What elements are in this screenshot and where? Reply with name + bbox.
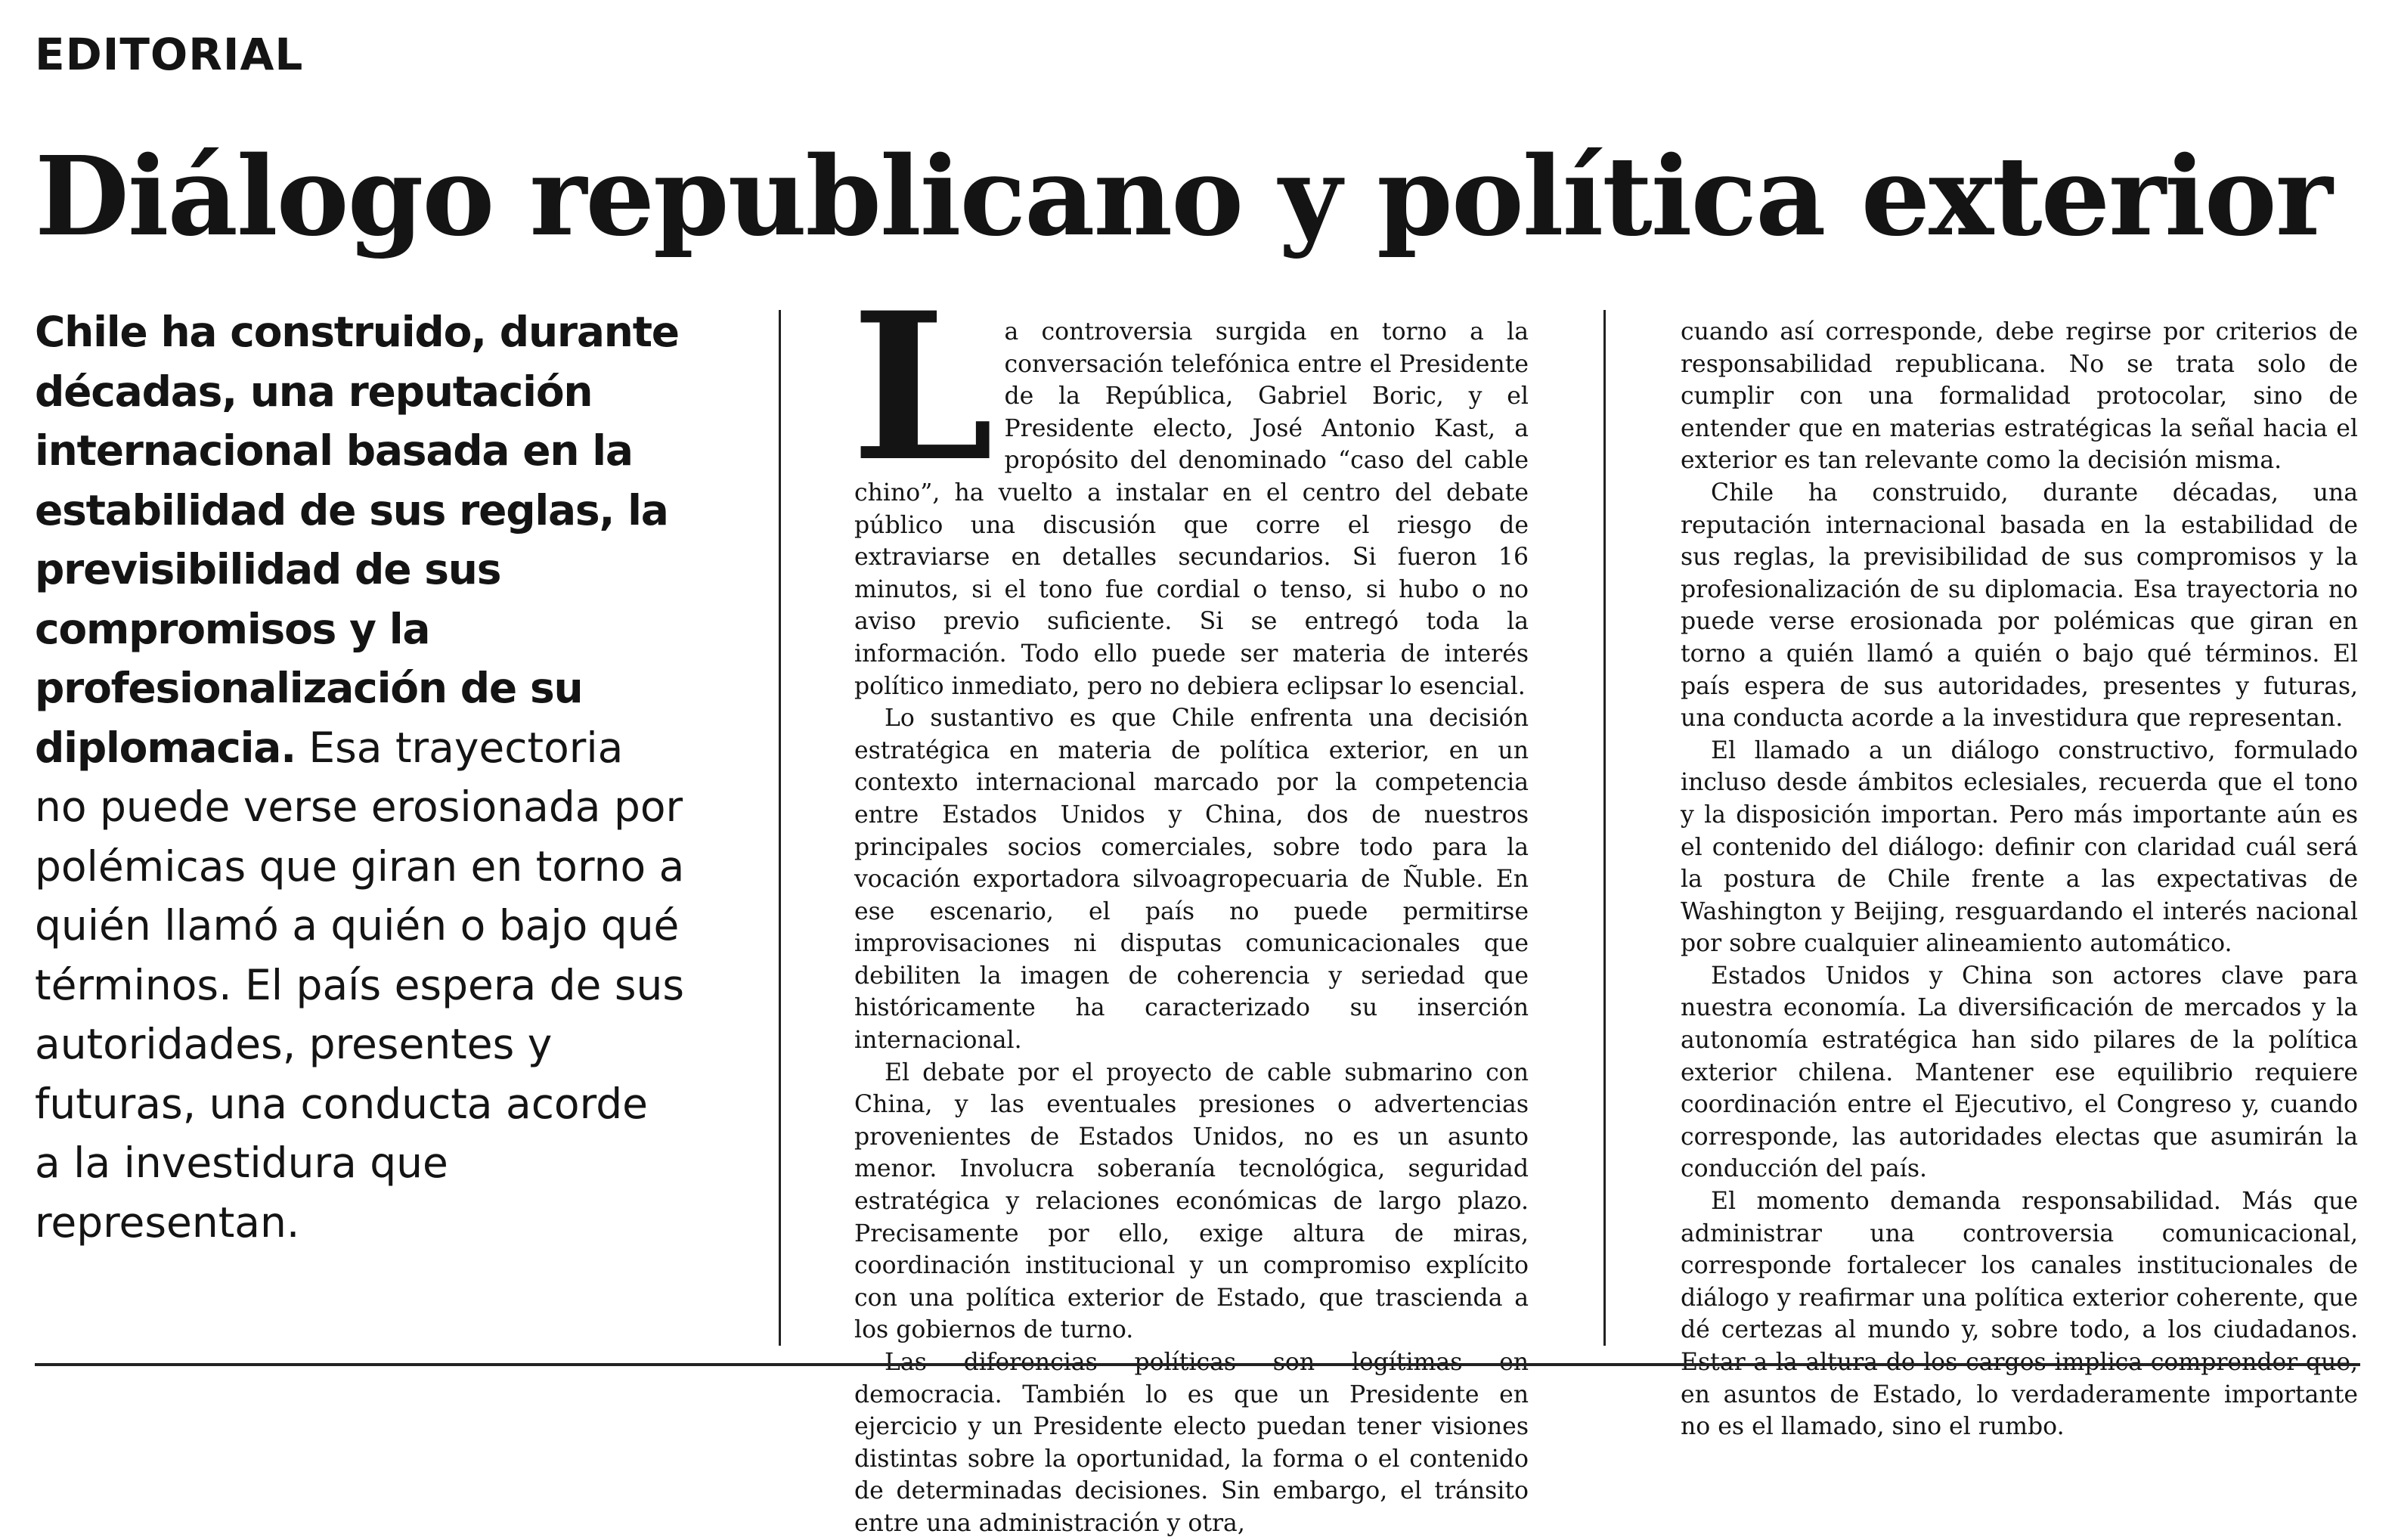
body-paragraph: El momento demanda responsabilidad. Más que administrar una controversia comunicacional, corresponde fortalecer los canales institucionales de diálogo y reafirmar una política exterior coherente, que dé certezas al mundo y, sobre todo, a los ciudadanos. Estar a la altura de los cargos implica comprender que, en asuntos de Estado, lo verdaderamente importante no es el llamado, sino el rumbo. (1681, 1188, 2358, 1441)
body-column-1 (851, 268, 1529, 1537)
lead-paragraph (35, 302, 685, 1252)
body-paragraph-text: a controversia surgida en torno a la conversación telefónica entre el Presidente de la República, Gabriel Boric, y el Presidente electo, José Antonio Kast, a propósito del denominado “caso del cable chino”, ha vuelto a instalar en el centro del debate público una discusión que corre el riesgo de extraviarse en detalles secundarios. Si fueron 16 minutos, si el tono fue cordial o tenso, si hubo o no aviso previo suficiente. Si se entregó toda la información. Todo ello puede ser materia de interés político inmediato, pero no debiera eclipsar lo esencial. (854, 318, 1529, 700)
bottom-rule (35, 1363, 2360, 1366)
section-label: EDITORIAL (35, 29, 304, 80)
body-paragraph: cuando así corresponde, debe regirse por criterios de responsabilidad republicana. No se trata solo de cumplir con una formalidad protocolar, sino de entender que en materias estratégicas la señal hacia el exterior es tan relevante como la decisión misma. (1681, 318, 2358, 475)
body-paragraph: El debate por el proyecto de cable submarino con China, y las eventuales presiones o advertencias provenientes de Estados Unidos, no es un asunto menor. Involucra soberanía tecnológica, seguridad estratégica y relaciones económicas de largo plazo. Precisamente por ello, exige altura de miras, coordinación institucional y un compromiso explícito con una política exterior de Estado, que trascienda a los gobiernos de turno. (854, 1058, 1529, 1344)
body-paragraph: Estados Unidos y China son actores clave para nuestra economía. La diversificación de mercados y la autonomía estratégica han sido pilares de la política exterior chilena. Mantener ese equilibrio requiere coordinación entre el Ejecutivo, el Congreso y, cuando corresponde, las autoridades electas que asumirán la conducción del país. (1681, 962, 2358, 1183)
body-paragraph: El llamado a un diálogo constructivo, formulado incluso desde ámbitos eclesiales, recuerda que el tono y la disposición importan. Pero más importante aún es el contenido del diálogo: definir con claridad cuál será la postura de Chile frente a las expectativas de Washington y Beijing, resguardando el interés nacional por sobre cualquier alineamiento automático. (1681, 736, 2358, 958)
headline: Diálogo republicano y política exterior (35, 132, 2331, 260)
body-column-2 (1681, 316, 2358, 1441)
body-paragraph: Las diferencias políticas son legítimas en democracia. También lo es que un Presidente en ejercicio y un Presidente electo puedan tener visiones distintas sobre la oportunidad, la forma o el contenido de determinadas decisiones. Sin embargo, el tránsito entre una administración y otra, (854, 1349, 1529, 1537)
column-divider (779, 310, 781, 1346)
drop-cap: L (851, 268, 994, 507)
column-divider (1603, 310, 1606, 1346)
body-paragraph: Lo sustantivo es que Chile enfrenta una decisión estratégica en materia de política exterior, en un contexto internacional marcado por la competencia entre Estados Unidos y China, dos de nuestros principales socios comerciales, sobre todo para la vocación exportadora silvoagropecuaria de Ñuble. En ese escenario, el país no puede permitirse improvisaciones ni disputas comunicacionales que debiliten la imagen de coherencia y seriedad que históricamente ha caracterizado su inserción internacional. (854, 705, 1529, 1055)
lead-regular-text: Esa trayectoria no puede verse erosionada por polémicas que giran en torno a quién llamó a quién o bajo qué términos. El país espera de sus autoridades, presentes y futuras, una conducta acorde a la investidura que representan. (35, 723, 685, 1247)
body-paragraph: Chile ha construido, durante décadas, una reputación internacional basada en la estabilidad de sus reglas, la previsibilidad de sus compromisos y la profesionalización de su diplomacia. Esa trayectoria no puede verse erosionada por polémicas que giran en torno a quién llamó a quién o bajo qué términos. El país espera de sus autoridades, presentes y futuras, una conducta acorde a la investidura que representan. (1681, 479, 2358, 733)
body-paragraph (851, 268, 1529, 702)
lead-bold-text: Chile ha construido, durante décadas, una reputación internacional basada en la estabilidad de sus reglas, la previsibilidad de sus compromisos y la profesionalización de su diplomacia. (35, 308, 679, 772)
